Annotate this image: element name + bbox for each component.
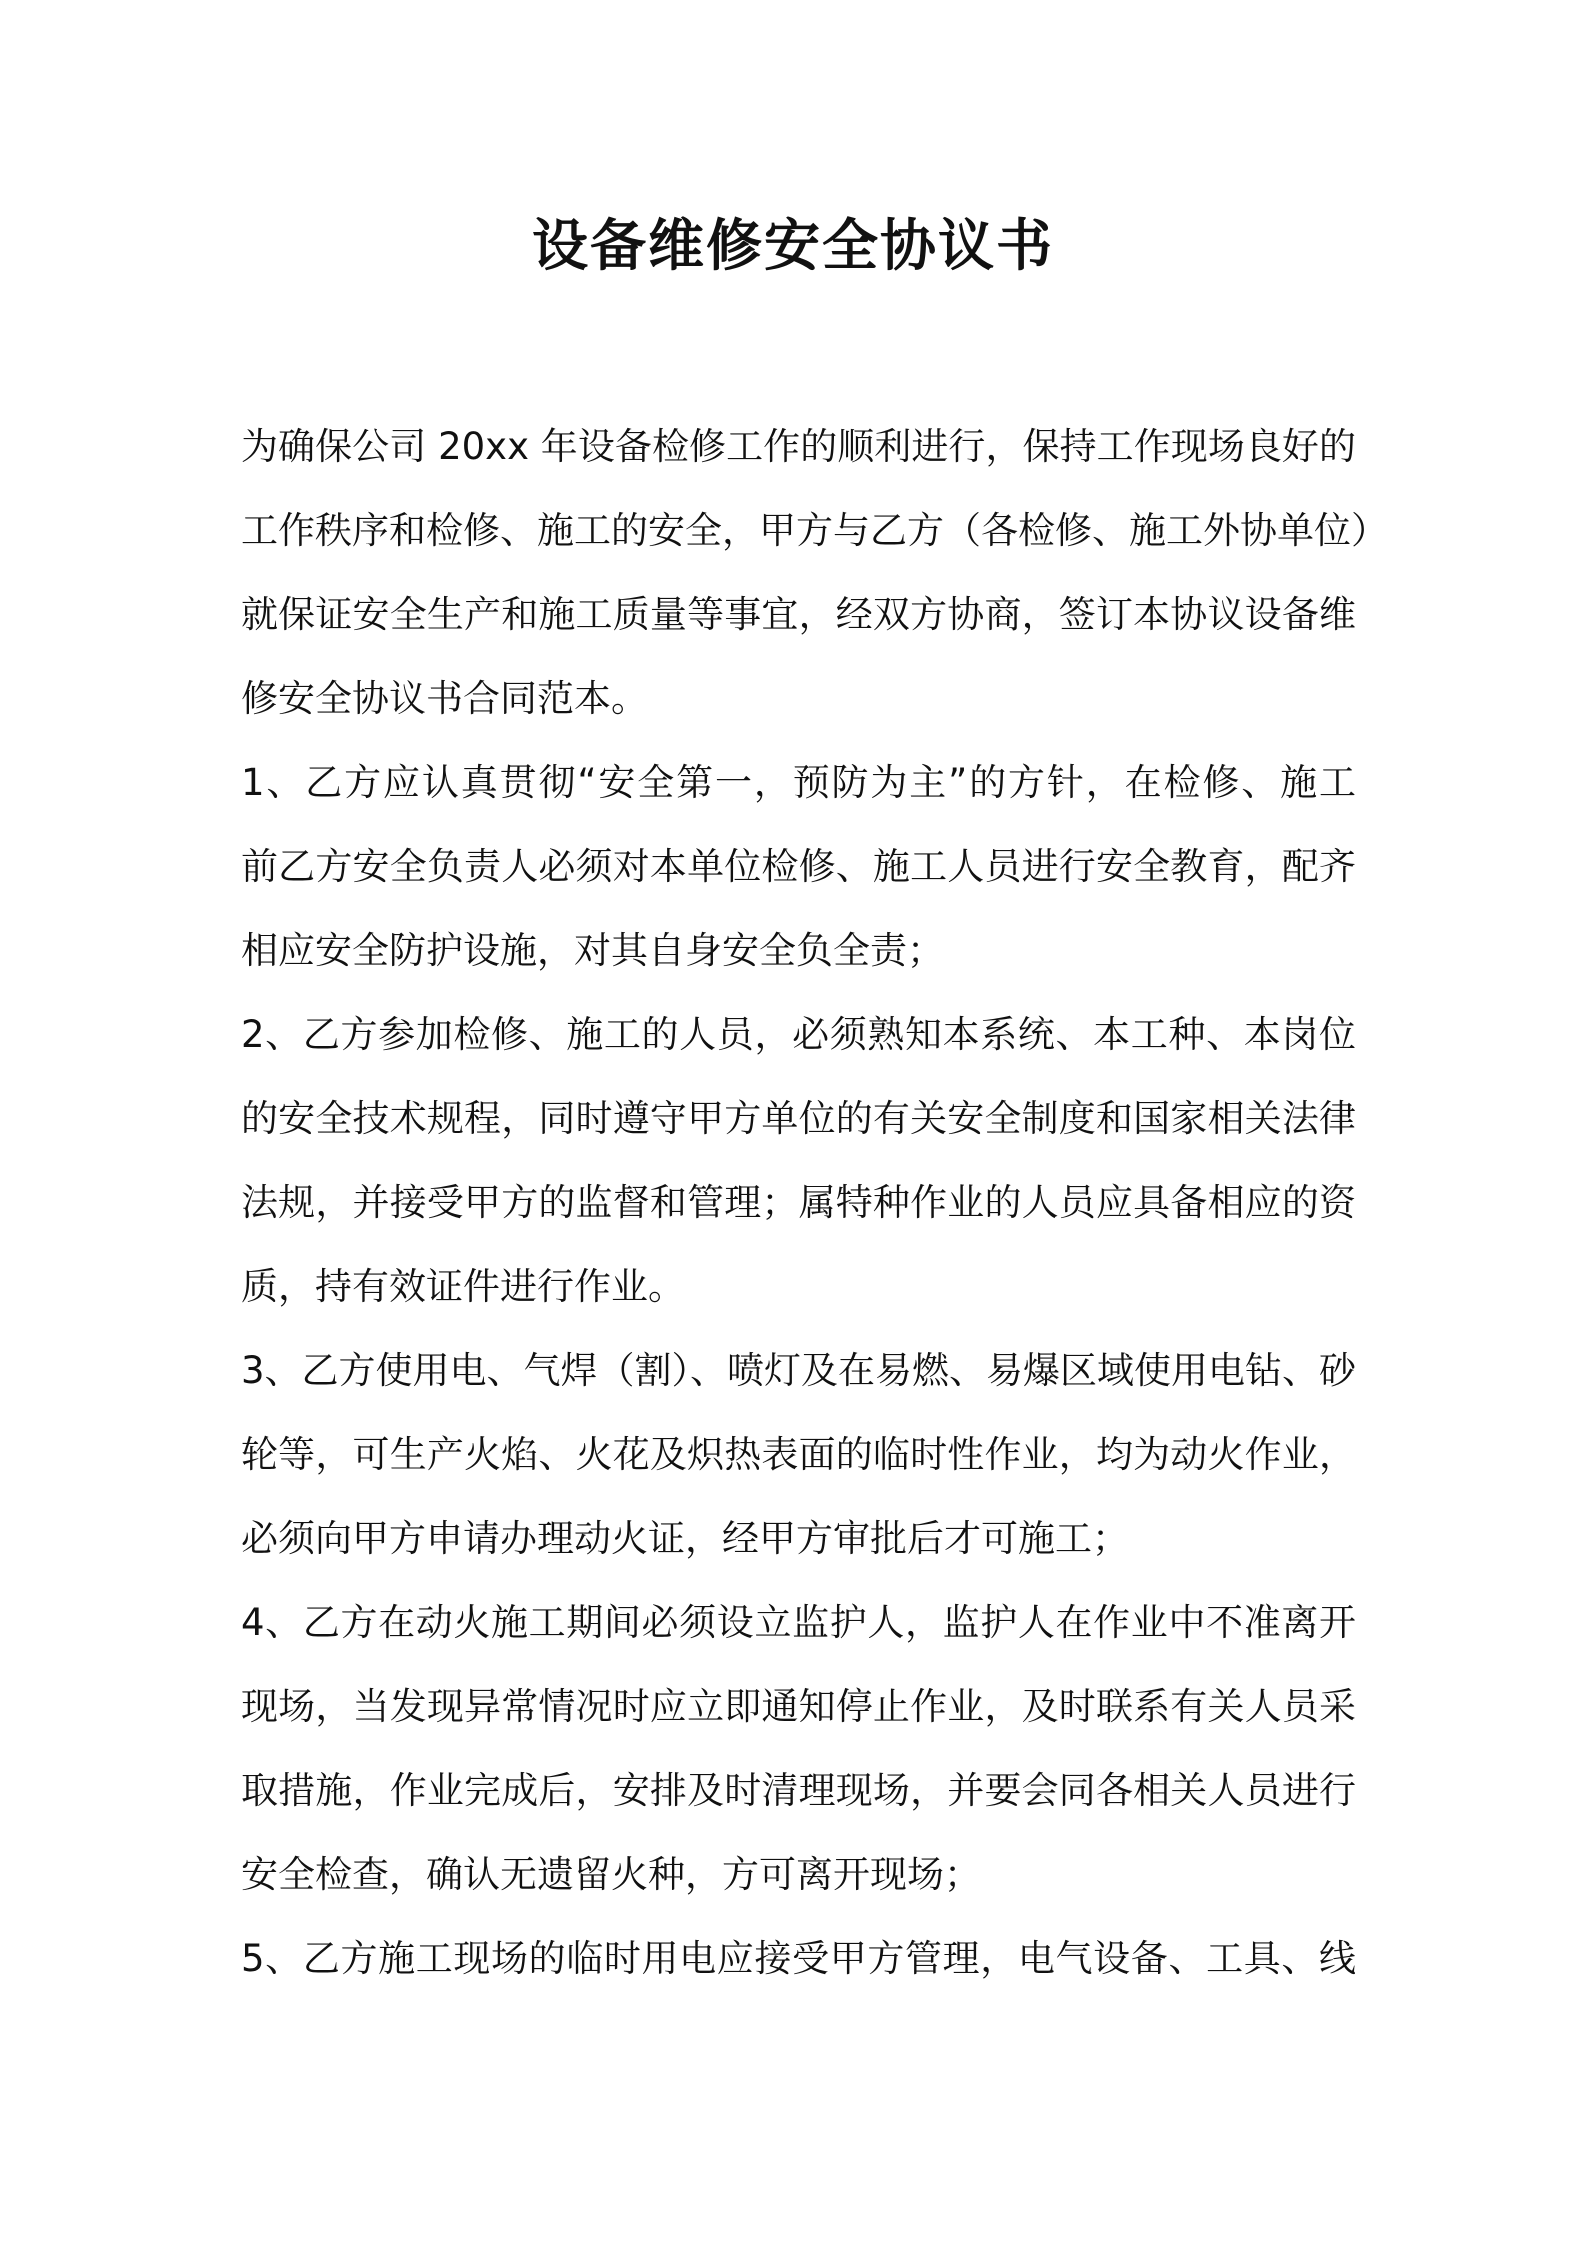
body-line: 工作秩序和检修、施工的安全，甲方与乙方（各检修、施工外协单位） bbox=[241, 509, 1388, 552]
body-line: 轮等，可生产火焰、火花及炽热表面的临时性作业，均为动火作业， bbox=[241, 1433, 1356, 1476]
body-line: 就保证安全生产和施工质量等事宜，经双方协商，签订本协议设备维 bbox=[241, 593, 1356, 636]
body-line: 修安全协议书合同范本。 bbox=[241, 677, 648, 720]
body-line: 相应安全防护设施，对其自身安全负全责； bbox=[241, 929, 944, 972]
body-line: 安全检查，确认无遗留火种，方可离开现场； bbox=[241, 1853, 981, 1896]
body-line: 前乙方安全负责人必须对本单位检修、施工人员进行安全教育，配齐 bbox=[241, 845, 1356, 888]
body-line: 现场，当发现异常情况时应立即通知停止作业，及时联系有关人员采 bbox=[241, 1685, 1356, 1728]
body-line: 3、乙方使用电、气焊（割）、喷灯及在易燃、易爆区域使用电钻、砂 bbox=[241, 1349, 1357, 1392]
body-line: 质，持有效证件进行作业。 bbox=[241, 1265, 685, 1308]
document-body bbox=[241, 405, 1388, 2001]
body-line: 为确保公司 20xx 年设备检修工作的顺利进行，保持工作现场良好的 bbox=[241, 425, 1356, 468]
body-line: 2、乙方参加检修、施工的人员，必须熟知本系统、本工种、本岗位 bbox=[241, 1013, 1356, 1056]
body-line: 4、乙方在动火施工期间必须设立监护人，监护人在作业中不准离开 bbox=[241, 1601, 1356, 1644]
body-line: 的安全技术规程，同时遵守甲方单位的有关安全制度和国家相关法律 bbox=[241, 1097, 1356, 1140]
body-line: 取措施，作业完成后，安排及时清理现场，并要会同各相关人员进行 bbox=[241, 1769, 1356, 1812]
body-line: 必须向甲方申请办理动火证，经甲方审批后才可施工； bbox=[241, 1517, 1129, 1560]
body-line: 5、乙方施工现场的临时用电应接受甲方管理，电气设备、工具、线 bbox=[241, 1937, 1356, 1980]
body-line: 1、乙方应认真贯彻“安全第一，预防为主”的方针，在检修、施工 bbox=[241, 761, 1356, 804]
document-title: 设备维修安全协议书 bbox=[532, 214, 1054, 279]
body-line: 法规，并接受甲方的监督和管理；属特种作业的人员应具备相应的资 bbox=[241, 1181, 1356, 1224]
